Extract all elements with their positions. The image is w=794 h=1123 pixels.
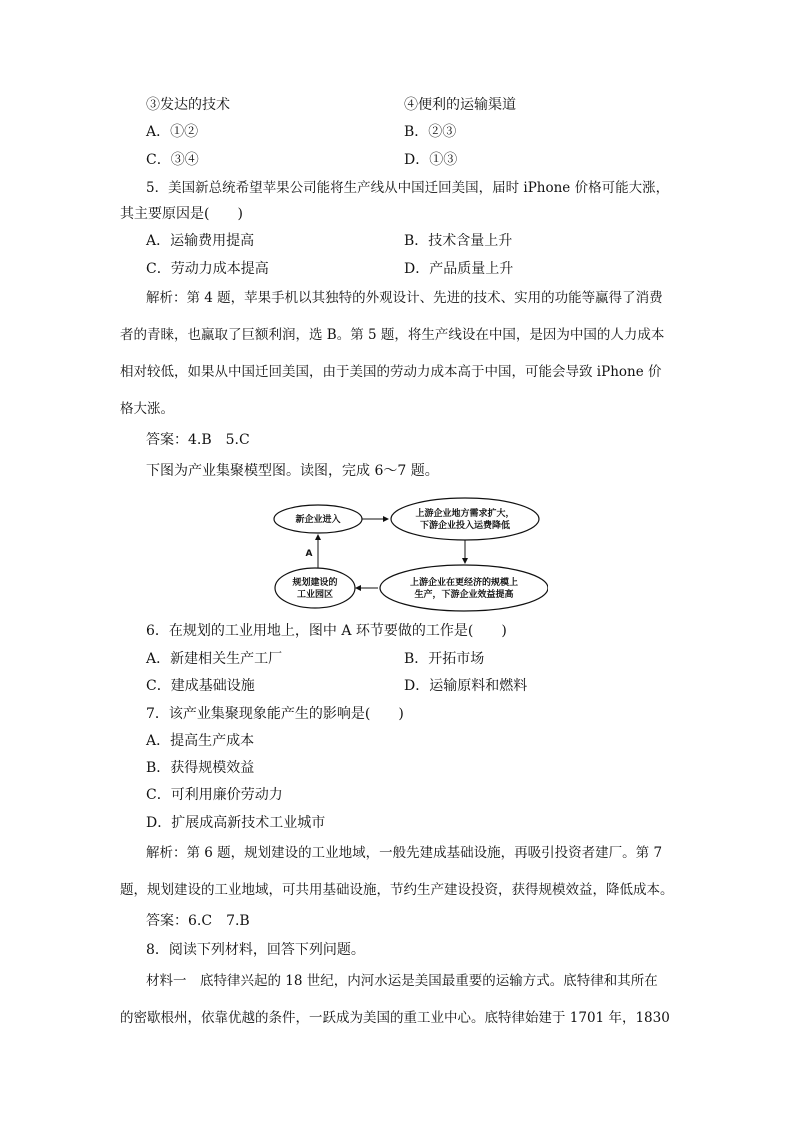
q6-choice-b: B．开拓市场 [404,651,485,667]
q6-choice-c: C．建成基础设施 [146,678,255,694]
q7-choice-b: B．获得规模效益 [146,760,255,776]
node-upstream-demand-label-1: 上游企业地方需求扩大， [415,509,515,519]
q4-choice-d: D．①③ [404,152,458,168]
option-4: ④便利的运输渠道 [404,97,516,113]
node-upstream-demand [391,498,539,540]
analysis-45-line4: 格大涨。 [120,401,174,417]
q5-choice-b: B．技术含量上升 [404,233,513,249]
node-planned-park-label-2: 工业园区 [296,590,334,600]
q7-stem: 7．该产业集聚现象能产生的影响是( ) [146,706,404,722]
node-economies-of-scale-label-2: 生产，下游企业效益提高 [414,590,514,600]
industrial-cluster-diagram [272,494,548,616]
q8-stem: 8．阅读下列材料，回答下列问题。 [146,942,365,958]
q5-choice-d: D．产品质量上升 [404,261,514,277]
analysis-45-line3: 相对较低，如果从中国迁回美国，由于美国的劳动力成本高于中国，可能会导致 iPhone 价 [120,364,662,380]
q5-choice-c: C．劳动力成本提高 [146,261,269,277]
analysis-45-line1: 解析：第 4 题，苹果手机以其独特的外观设计、先进的技术、实用的功能等赢得了消费 [146,290,663,306]
q7-choice-c: C．可利用廉价劳动力 [146,787,283,803]
node-economies-of-scale-label-1: 上游企业在更经济的规模上 [409,578,519,588]
q7-choice-a: A．提高生产成本 [146,733,255,749]
intro-67: 下图为产业集聚模型图。读图，完成 6～7 题。 [146,463,439,479]
material1-line2: 的密歇根州，依靠优越的条件，一跃成为美国的重工业中心。底特律始建于 1701 年，1830 [120,1010,670,1026]
analysis-67-line2: 题，规划建设的工业地域，可共用基础设施，节约生产建设投资，获得规模效益，降低成本。 [120,882,674,898]
q4-choice-a: A．①② [146,124,199,140]
q6-choice-d: D．运输原料和燃料 [404,678,528,694]
q6-stem: 6．在规划的工业用地上，图中 A 环节要做的工作是( ) [146,623,507,639]
node-new-enterprise-label: 新企业进入 [295,515,341,525]
node-planned-park-label-1: 规划建设的 [292,578,338,588]
q5-choice-a: A．运输费用提高 [146,233,255,249]
q5-stem-line2: 其主要原因是( ) [120,206,243,222]
q7-choice-d: D．扩展成高新技术工业城市 [146,815,326,831]
node-upstream-demand-label-2: 下游企业投入运费降低 [419,521,511,531]
analysis-67-line1: 解析：第 6 题，规划建设的工业地域，一般先建成基础设施，再吸引投资者建厂。第 7 [146,845,663,861]
q4-choice-b: B．②③ [404,124,457,140]
answer-45: 答案：4.B 5.C [146,432,250,448]
arrow-a-label: A [305,549,313,559]
option-3: ③发达的技术 [146,97,230,113]
q6-choice-a: A．新建相关生产工厂 [146,651,283,667]
analysis-45-line2: 者的青睐，也赢取了巨额利润，选 B。第 5 题，将生产线设在中国，是因为中国的人力成本 [120,327,665,343]
answer-67: 答案：6.C 7.B [146,913,250,929]
node-planned-park [275,568,355,608]
q5-stem-line1: 5．美国新总统希望苹果公司能将生产线从中国迁回美国，届时 iPhone 价格可能大涨， [146,180,670,196]
q4-choice-c: C．③④ [146,152,199,168]
node-economies-of-scale [380,565,548,611]
material1-line1: 材料一 底特律兴起的 18 世纪，内河水运是美国最重要的运输方式。底特律和其所在 [146,973,658,989]
